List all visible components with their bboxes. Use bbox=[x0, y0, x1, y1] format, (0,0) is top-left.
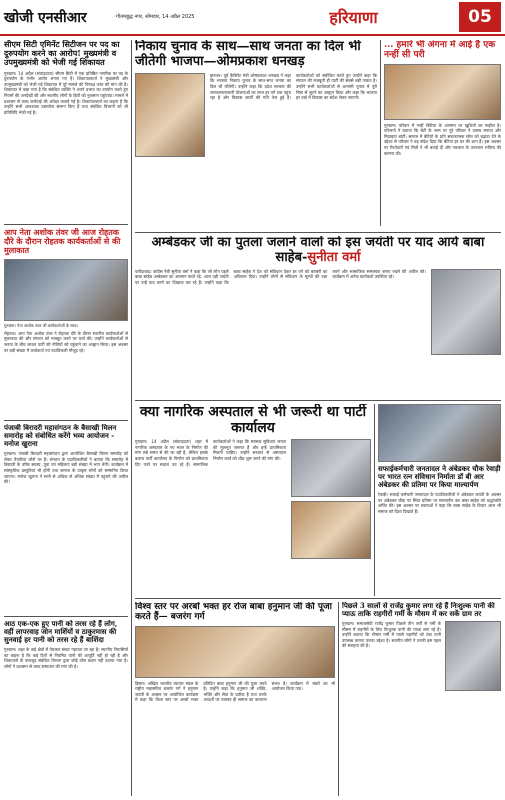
story-body: गुरुग्राम। परिवार में नन्हीं बिटिया के आगमन पर खुशियों का माहौल है। परिजनों ने बताया कि बेटी के जन्म पर पूरे परिवार ने उत्सव मनाया और मिठाइयां बांटीं। समाज में बेटियों के प्रति सकारात्मक सोच को बढ़ावा देने के उद्देश्य से परिवार ने यह संदेश दिया कि बेटियां हर घर की शान हैं। इस अवसर पर रिश्तेदारों एवं मित्रों ने भी बधाई दी और नवजात के उज्ज्वल भविष्य की कामना की। bbox=[384, 122, 501, 156]
story-body: फरीदाबाद। कांग्रेस नेत्री सुनीता वर्मा ने कहा कि जो लोग पहले बाबा साहेब अम्बेडकर का अपमान करते रहे, आज वही जयंती पर उन्हें याद करने का दिखावा कर रहे हैं। उन्होंने कहा कि बाबा साहेब ने देश को संविधान देकर हर वर्ग को बराबरी का अधिकार दिया। उन्होंने लोगों से संविधान के मूल्यों की रक्षा करने और सामाजिक समरसता बनाए रखने की अपील की। कार्यक्रम में अनेक कार्यकर्ता उपस्थित रहे। bbox=[135, 268, 426, 286]
story-left-top bbox=[4, 40, 128, 222]
banner-headline-name: सुनीता वर्मा bbox=[307, 249, 361, 265]
story-hospital bbox=[135, 404, 371, 596]
story-ambedkar-statue bbox=[378, 404, 501, 596]
divider bbox=[135, 400, 501, 401]
masthead bbox=[0, 0, 505, 36]
story-hanuman bbox=[135, 602, 335, 796]
divider bbox=[135, 232, 501, 233]
headline: सफाईकर्मचारी जनतादल ने अंबेडकर चौक रेवाड़ी पर भारत रत्न संविधान निर्माता डॉ बी आर अंबेडकर की प्रतिमा पर किया माल्यार्पण bbox=[378, 464, 501, 490]
headline: आप नेता अशोक तंवर जी आज रोहतक दौरे के दौरान रोहतक कार्यकर्ताओं से की मुलाकात bbox=[4, 228, 121, 256]
story-banner bbox=[135, 236, 501, 398]
news-photo bbox=[4, 259, 128, 321]
headline: पंजाबी बिरादरी महासंगठन के बैसाखी मिलन समारोह को संबोधित करेंगे भव्य आयोजन - मनोज खुराना bbox=[4, 424, 117, 449]
story-body: गुरुग्राम। 14 अप्रैल (संवाददाता) सीएम सिटी में एक प्रतिष्ठित नागरिक पर पद के दुरुपयोग के गंभीर आरोप लगाए गए हैं। शिकायतकर्ता ने मुख्यमंत्री और उपमुख्यमंत्री को भेजी गई शिकायत में पूरे मामले की निष्पक्ष जांच की मांग की है। शिकायत में कहा गया है कि संबंधित व्यक्ति ने अपने प्रभाव का उपयोग करते हुए नियमों की अनदेखी की और स्थानीय लोगों के हितों को नुकसान पहुंचाया। मामले में प्रशासन से जल्द कार्रवाई की अपेक्षा जताई गई है। शिकायतकर्ता का कहना है कि उन्होंने सभी आवश्यक दस्तावेज संलग्न किए हैं तथा संबंधित विभागों को भी प्रतिलिपि भेजी गई है। bbox=[4, 70, 128, 115]
headline: आठ एक-एक हुए पानी को तरस रहे हैं लोग, वहीं लापरवाह जोन मार्शियों व ठाकुरमास की सुनवाई हर पानी को तरस रहे हैं बाशिंदा bbox=[4, 620, 118, 645]
column-divider bbox=[131, 40, 132, 796]
news-photo bbox=[384, 64, 501, 120]
story-right-top bbox=[384, 40, 501, 226]
story-body: रोहतक। आप नेता अशोक तंवर ने रोहतक दौरे के दौरान स्थानीय कार्यकर्ताओं से मुलाकात की और संगठन को मजबूत करने पर चर्चा की। उन्होंने कार्यकर्ताओं से जनता के बीच जाकर पार्टी की नीतियों को पहुंचाने का आह्वान किया। इस अवसर पर बड़ी संख्या में कार्यकर्ता एवं पदाधिकारी मौजूद रहे। bbox=[4, 330, 128, 353]
story-body: गुरुग्राम। शहर के कई क्षेत्रों में पेयजल संकट गहराता जा रहा है। स्थानीय निवासियों का कहना है कि कई दिनों से नियमित पानी की आपूर्ति नहीं हो रही है और शिकायतों के बावजूद संबंधित विभाग द्वारा कोई ठोस कदम नहीं उठाया गया है। लोगों ने प्रशासन से जल्द समाधान की मांग की है। bbox=[4, 647, 128, 669]
divider bbox=[4, 224, 128, 225]
story-heat bbox=[342, 602, 501, 796]
lead-photo bbox=[135, 73, 205, 157]
banner-headline-main: अम्बेडकर जी का पुतला जलाने वालों को इस जयंती पर याद आये बाबा साहेब- bbox=[151, 236, 485, 265]
page-number: 05 bbox=[459, 2, 501, 32]
story-lead bbox=[135, 40, 377, 230]
section-title: हरियाणा bbox=[329, 8, 378, 27]
lead-headline: निकाय चुनाव के साथ—साथ जनता का दिल भी जीतेगी भाजपा—ओमप्रकाश धनखड़ bbox=[135, 40, 361, 69]
story-body: गुरुग्राम। समाजसेवी राजेंद्र कुमार पिछले तीन वर्षों से गर्मी के मौसम में राहगीरों के लिए निःशुल्क पानी की प्याऊ लगा रहे हैं। उन्होंने बताया कि भीषण गर्मी में प्यासे राहगीरों को ठंडा पानी उपलब्ध कराना उनका उद्देश्य है। स्थानीय लोगों ने उनकी इस पहल की सराहना की है। bbox=[342, 621, 441, 649]
news-photo bbox=[378, 404, 501, 462]
banner-headline bbox=[135, 236, 501, 266]
news-photo bbox=[291, 501, 371, 559]
story-body: झज्जर। पूर्व कैबिनेट मंत्री ओमप्रकाश धनखड़ ने कहा कि भाजपा निकाय चुनाव के साथ-साथ जनता का दिल भी जीतेगी। उन्होंने कहा कि प्रदेश सरकार की जनकल्याणकारी योजनाओं का लाभ हर वर्ग तक पहुंच रहा है और विकास कार्यों की गति तेज हुई है। कार्यकर्ताओं को संबोधित करते हुए उन्होंने कहा कि संगठन की मजबूती ही पार्टी की सबसे बड़ी ताकत है। उन्होंने सभी कार्यकर्ताओं से आगामी चुनाव में पूरी निष्ठा से जुटने का आह्वान किया और कहा कि भाजपा हर वार्ड में विकास का संदेश लेकर जाएगी। bbox=[210, 72, 377, 101]
column-divider bbox=[338, 602, 339, 796]
news-photo bbox=[135, 626, 335, 678]
story-body: रेवाड़ी। सफाई कर्मचारी जनतादल के पदाधिकारियों ने अंबेडकर जयंती के अवसर पर अंबेडकर चौक पर स्थित प्रतिमा पर माल्यार्पण कर बाबा साहेब को श्रद्धांजलि अर्पित की। इस अवसर पर वक्ताओं ने कहा कि बाबा साहेब के विचार आज भी समाज को दिशा दिखाते हैं। bbox=[378, 492, 501, 514]
photo-caption: गुरुग्राम। नेता अशोक तंवर जी कार्यकर्ताओं के साथ। bbox=[4, 322, 79, 328]
story-body: गुरुग्राम। पंजाबी बिरादरी महासंगठन द्वारा आयोजित बैसाखी मिलन समारोह को लेकर तैयारियां जोरों पर हैं। संगठन के पदाधिकारियों ने बताया कि समारोह में बिरादरी के वरिष्ठ सदस्य, युवा एवं महिलाएं बड़ी संख्या में भाग लेंगी। कार्यक्रम में सांस्कृतिक प्रस्तुतियां भी होंगी तथा समाज के उत्कृष्ट लोगों को सम्मानित किया जाएगा। मनोज खुराना ने सभी से अधिक से अधिक संख्या में पहुंचने की अपील की। bbox=[4, 451, 128, 485]
column-divider bbox=[374, 404, 375, 596]
edition-date: गौतमबुद्ध नगर, सोमवार, 14 अप्रैल 2025 bbox=[116, 13, 195, 20]
portrait-photo bbox=[431, 269, 501, 355]
headline: ... हमारे भी अंगना में आई है एक नन्हीं सी परी bbox=[384, 40, 496, 61]
divider bbox=[4, 420, 128, 421]
headline: पिछले 3 सालों से राजेंद्र कुमार लगा रहे हैं निःशुल्क पानी की प्याऊ ताकि राहगीरों गर्मी के मौसम में कर सकें ग्राम तर bbox=[342, 602, 495, 619]
newspaper-brand: खोजी एनसीआर bbox=[4, 9, 87, 26]
story-left-low bbox=[4, 424, 128, 614]
headline: सीएम सिटी एमिनेंट सिटीजन पर पद का दुरुपयोग करने का आरोप! मुख्यमंत्री व उपमुख्यमंत्री को भेजी गई शिकायत bbox=[4, 40, 120, 68]
story-left-bottom bbox=[4, 620, 128, 796]
news-photo bbox=[445, 621, 501, 691]
story-left-mid bbox=[4, 228, 128, 418]
headline: विश्व स्तर पर अरबों भक्त हर रोज बाबा हनुमान जी की पूजा करते हैं— बजरंग गर्ग bbox=[135, 602, 332, 623]
column-divider bbox=[380, 40, 381, 226]
story-body: हिसार। अखिल भारतीय व्यापार मंडल के राष्ट्रीय महासचिव बजरंग गर्ग ने हनुमान जयंती के अवसर पर आयोजित कार्यक्रम में कहा कि विश्व स्तर पर अरबों भक्त प्रतिदिन बाबा हनुमान जी की पूजा करते हैं। उन्होंने कहा कि हनुमान जी शक्ति, भक्ति और सेवा के प्रतीक हैं तथा उनके आदर्शों पर चलकर ही समाज का कल्याण संभव है। कार्यक्रम में भंडारे का भी आयोजन किया गया। bbox=[135, 680, 335, 703]
news-photo bbox=[291, 439, 371, 497]
divider bbox=[4, 616, 128, 617]
divider bbox=[135, 598, 501, 599]
story-body: गुरुग्राम। 14 अप्रैल (संवाददाता) शहर में नागरिक अस्पताल के नए भवन के निर्माण की मांग लंबे समय से की जा रही है, लेकिन इसके बजाय पार्टी कार्यालय के निर्माण को प्राथमिकता दिए जाने पर सवाल उठ रहे हैं। सामाजिक कार्यकर्ताओं ने कहा कि स्वास्थ्य सुविधाएं जनता की मूलभूत जरूरत हैं और इन्हें प्राथमिकता मिलनी चाहिए। उन्होंने सरकार से अस्पताल निर्माण कार्य को शीघ्र शुरू करने की मांग की। bbox=[135, 439, 286, 467]
headline: क्या नागरिक अस्पताल से भी जरूरी था पार्टी कार्यालय bbox=[139, 404, 367, 437]
